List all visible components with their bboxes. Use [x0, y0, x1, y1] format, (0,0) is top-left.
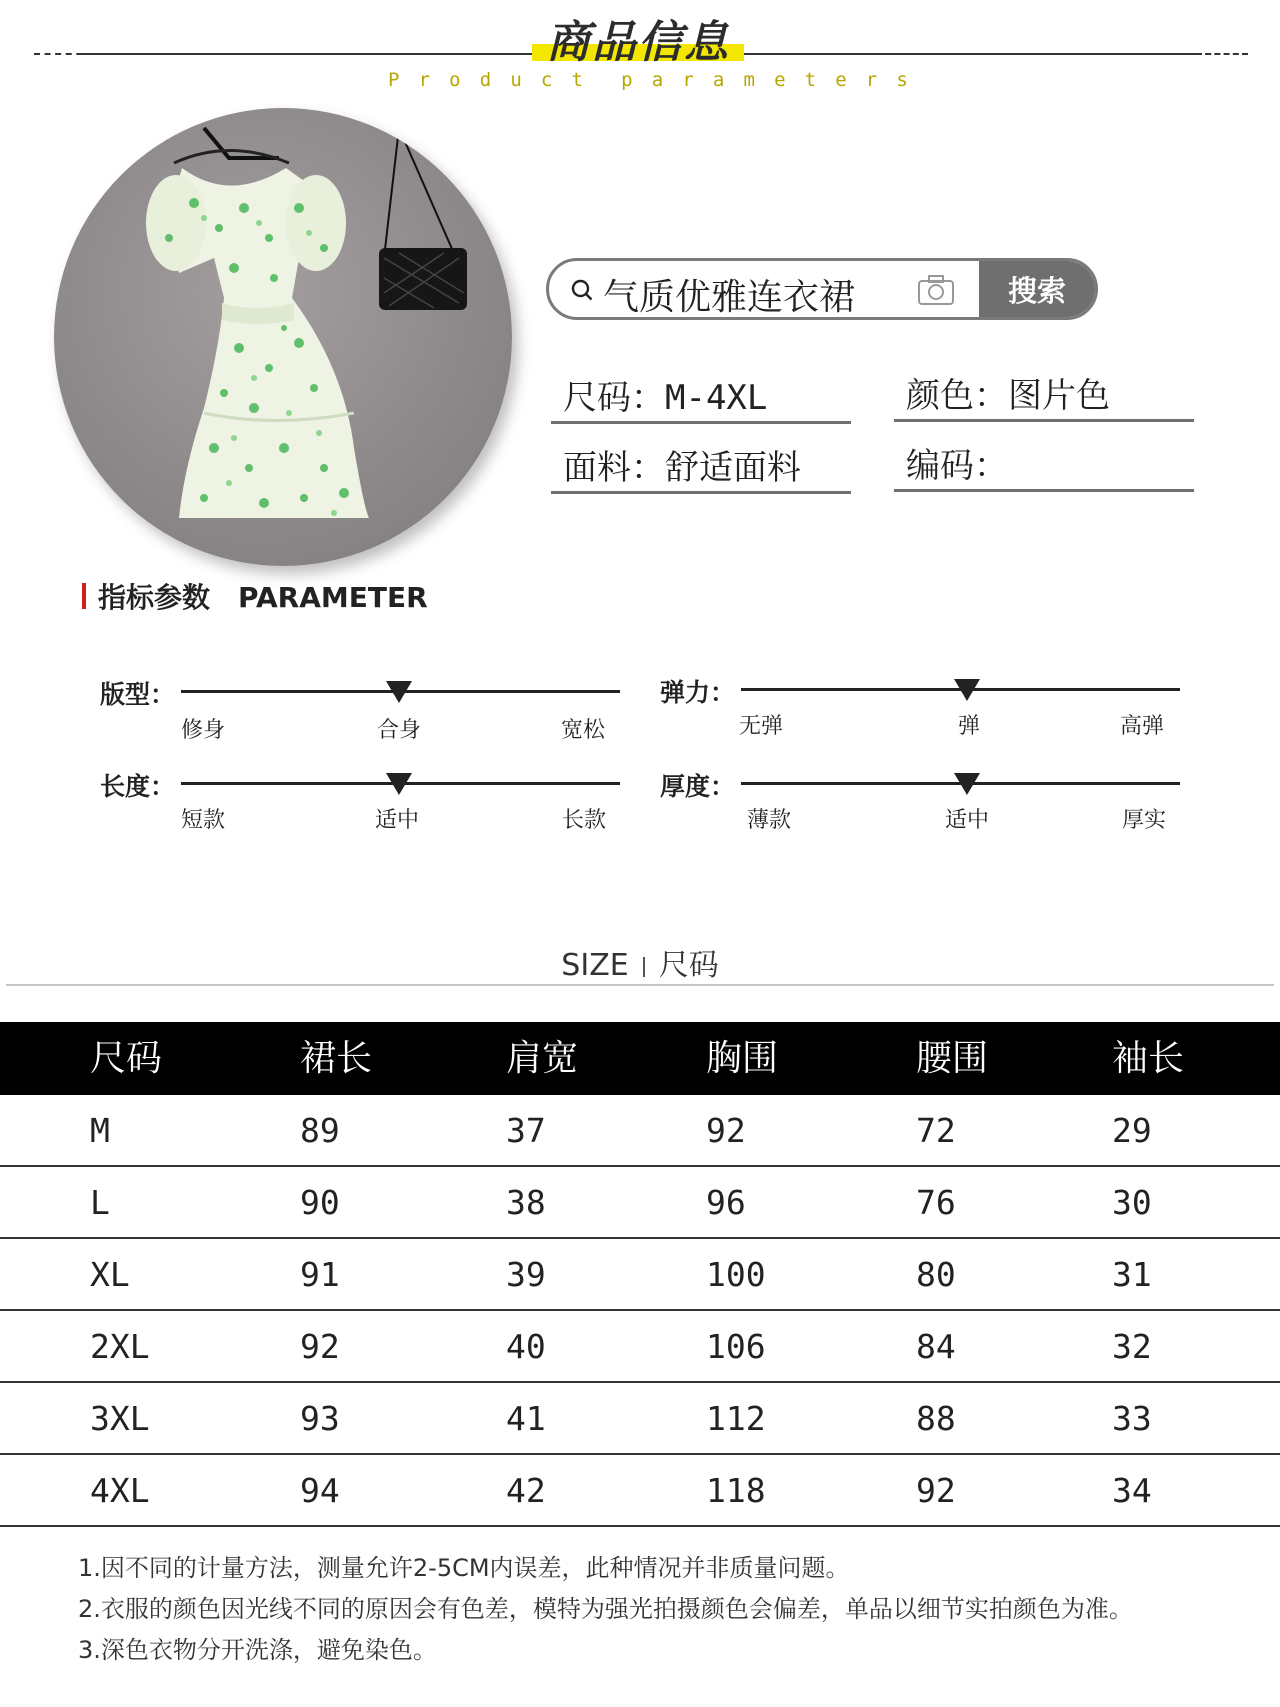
header-subtitle-letter: P: [388, 69, 400, 91]
note-item: 1.因不同的计量方法，测量允许2-5CM内误差，此种情况并非质量问题。: [78, 1554, 850, 1582]
header-subtitle-letter: u: [510, 69, 522, 91]
code-field: [894, 440, 1194, 492]
table-cell: 100: [706, 1255, 766, 1294]
param-label: 长度：: [100, 772, 176, 801]
table-row: [0, 1311, 1280, 1383]
header-subtitle-letter: o: [449, 69, 461, 91]
table-cell: 72: [916, 1111, 956, 1150]
search-button[interactable]: 搜索: [979, 261, 1095, 317]
header-subtitle-letter: r: [418, 69, 431, 91]
param-option: 适中: [945, 808, 990, 833]
header-subtitle-letter: e: [835, 69, 847, 91]
table-cell: 42: [506, 1471, 546, 1510]
parameter-title-cn: 指标参数: [98, 581, 211, 614]
table-cell: 106: [706, 1327, 766, 1366]
size-title-divider: [643, 957, 645, 977]
table-cell: 96: [706, 1183, 746, 1222]
size-field-label: 尺码：: [563, 378, 665, 418]
size-title-en: SIZE: [561, 948, 629, 983]
table-cell: 4XL: [90, 1471, 150, 1510]
fabric-field-label: 面料：: [563, 448, 665, 488]
size-table-header: [0, 1022, 1280, 1095]
table-cell: 30: [1112, 1183, 1152, 1222]
header-subtitle-letter: r: [682, 69, 694, 91]
table-cell: 112: [706, 1399, 766, 1438]
code-field-label: 编码：: [906, 446, 1008, 486]
parameter-title: [98, 576, 428, 616]
camera-icon[interactable]: [917, 274, 955, 306]
param-option: 短款: [181, 808, 226, 833]
size-title-cn: 尺码: [658, 948, 719, 983]
arrow-down-marker-icon: [386, 681, 412, 703]
header-dash-right: [1196, 53, 1248, 55]
table-cell: 80: [916, 1255, 956, 1294]
table-cell: 91: [300, 1255, 340, 1294]
note-item: 2.衣服的颜色因光线不同的原因会有色差，模特为强光拍摄颜色会偏差，单品以细节实拍颜色为准。: [78, 1595, 1133, 1623]
table-cell: M: [90, 1111, 110, 1150]
param-option: 宽松: [561, 718, 606, 743]
color-field: [894, 370, 1194, 422]
table-header-cell: 胸围: [706, 1038, 779, 1079]
param-label: 弹力：: [660, 678, 736, 707]
table-cell: 31: [1112, 1255, 1152, 1294]
header-title: 商品信息: [546, 17, 730, 68]
param-row-elasticity: [660, 673, 1180, 763]
table-cell: 41: [506, 1399, 546, 1438]
search-bar[interactable]: [546, 258, 1098, 320]
header-subtitle-letter: c: [540, 69, 553, 91]
table-row: [0, 1239, 1280, 1311]
param-option: 厚实: [1122, 808, 1167, 833]
header-rule-right: [744, 53, 1196, 55]
table-header-cell: 袖长: [1112, 1038, 1185, 1079]
param-option: 修身: [181, 718, 226, 743]
param-option: 适中: [375, 808, 420, 833]
table-cell: 89: [300, 1111, 340, 1150]
table-header-cell: 裙长: [300, 1038, 373, 1079]
header-rule-left: [80, 53, 532, 55]
param-row-length: [100, 767, 620, 857]
param-option: 无弹: [739, 714, 784, 739]
table-cell: 38: [506, 1183, 546, 1222]
size-field: [551, 372, 851, 424]
table-row: [0, 1167, 1280, 1239]
header-subtitle-letter: r: [865, 69, 878, 91]
table-cell: 90: [300, 1183, 340, 1222]
table-header-cell: 腰围: [916, 1038, 989, 1079]
table-cell: 92: [300, 1327, 340, 1366]
notes: [78, 1548, 1133, 1671]
header-subtitle-letter: s: [896, 69, 908, 91]
search-query[interactable]: 气质优雅连衣裙: [603, 277, 856, 318]
header-subtitle-letter: a: [651, 69, 664, 91]
size-field-value: M-4XL: [665, 378, 768, 418]
table-cell: 40: [506, 1327, 546, 1366]
color-field-label: 颜色：: [906, 376, 1008, 416]
arrow-down-marker-icon: [954, 679, 980, 701]
param-row-fit: [100, 675, 620, 765]
size-section-rule: [6, 984, 1274, 986]
table-cell: 37: [506, 1111, 546, 1150]
table-cell: 84: [916, 1327, 956, 1366]
table-cell: L: [90, 1183, 110, 1222]
param-option: 长款: [562, 808, 607, 833]
arrow-down-marker-icon: [386, 773, 412, 795]
table-cell: 29: [1112, 1111, 1152, 1150]
header-subtitle-letter: d: [479, 69, 492, 91]
param-option: 合身: [377, 718, 422, 743]
table-row: [0, 1383, 1280, 1455]
header-subtitle-letter: a: [712, 69, 725, 91]
table-cell: 3XL: [90, 1399, 150, 1438]
param-label: 版型：: [100, 680, 176, 709]
note-item: 3.深色衣物分开洗涤，避免染色。: [78, 1636, 437, 1664]
table-cell: 76: [916, 1183, 956, 1222]
table-cell: 88: [916, 1399, 956, 1438]
header-subtitle-letter: m: [743, 69, 755, 91]
header-subtitle-letter: t: [571, 69, 583, 91]
param-label: 厚度：: [660, 772, 736, 801]
table-cell: 33: [1112, 1399, 1152, 1438]
dress-illustration: [54, 108, 512, 566]
size-table-body: [0, 1095, 1280, 1527]
parameter-accent-bar: [82, 583, 86, 609]
table-cell: 92: [706, 1111, 746, 1150]
table-row: [0, 1455, 1280, 1527]
header-subtitle-letter: p: [621, 69, 633, 91]
table-cell: XL: [90, 1255, 130, 1294]
param-row-thickness: [660, 767, 1180, 857]
param-option: 薄款: [747, 808, 792, 833]
arrow-down-marker-icon: [954, 773, 980, 795]
table-cell: 118: [706, 1471, 766, 1510]
table-cell: 92: [916, 1471, 956, 1510]
header-subtitle: [388, 69, 908, 91]
param-option: 弹: [958, 714, 981, 739]
table-cell: 34: [1112, 1471, 1152, 1510]
table-header-cell: 尺码: [90, 1038, 163, 1079]
table-cell: 39: [506, 1255, 546, 1294]
color-field-value: 图片色: [1008, 376, 1110, 416]
fabric-field-value: 舒适面料: [665, 448, 801, 488]
parameter-title-en: PARAMETER: [238, 581, 428, 614]
param-option: 高弹: [1120, 714, 1165, 739]
fabric-field: [551, 442, 851, 494]
table-row: [0, 1095, 1280, 1167]
search-icon: [571, 279, 593, 301]
size-section-title: [0, 940, 1280, 984]
header-subtitle-letter: e: [774, 69, 786, 91]
table-cell: 2XL: [90, 1327, 150, 1366]
size-table: [0, 1022, 1280, 1527]
table-cell: 94: [300, 1471, 340, 1510]
product-photo: [54, 108, 512, 566]
table-cell: 93: [300, 1399, 340, 1438]
table-cell: 32: [1112, 1327, 1152, 1366]
header-subtitle-letter: t: [804, 69, 817, 91]
table-header-cell: 肩宽: [506, 1038, 579, 1079]
